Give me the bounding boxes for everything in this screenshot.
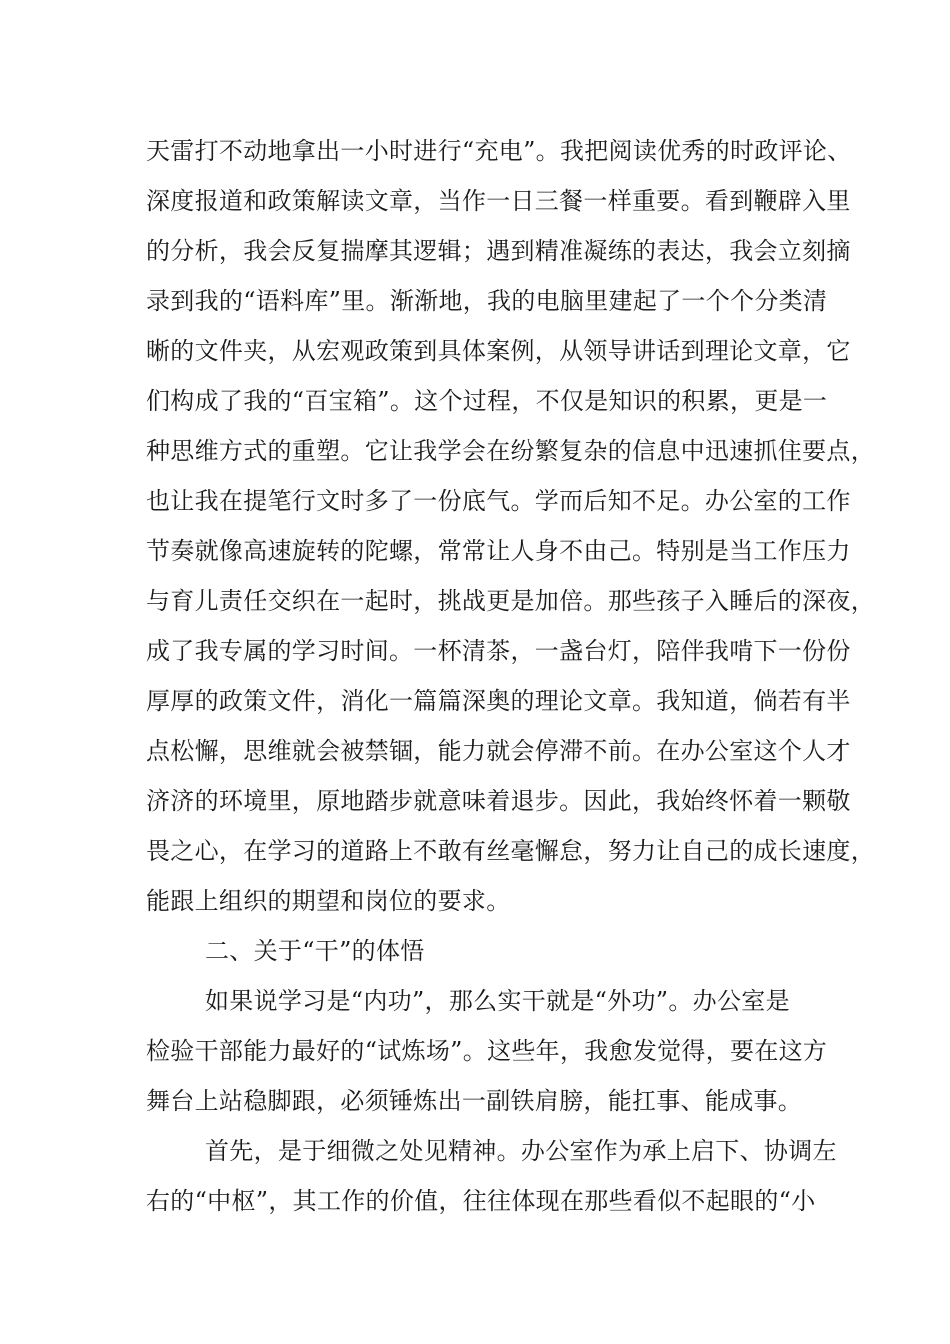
text-line: 右的“中枢”，其工作的价值，往往体现在那些看似不起眼的“小 — [146, 1187, 816, 1215]
text-line: 也让我在提笔行文时多了一份底气。学而后知不足。办公室的工作 — [146, 487, 851, 515]
text-line: 厚厚的政策文件，消化一篇篇深奥的理论文章。我知道，倘若有半 — [146, 687, 851, 715]
text-line: 畏之心，在学习的道路上不敢有丝毫懈怠，努力让自己的成长速度， — [146, 837, 875, 865]
text-line: 种思维方式的重塑。它让我学会在纷繁复杂的信息中迅速抓住要点， — [146, 437, 875, 465]
text-line: 与育儿责任交织在一起时，挑战更是加倍。那些孩子入睡后的深夜， — [146, 587, 875, 615]
section-heading: 二、关于“干”的体悟 — [205, 937, 425, 965]
text-line: 录到我的“语料库”里。渐渐地，我的电脑里建起了一个个分类清 — [146, 287, 828, 315]
text-line: 济济的环境里，原地踏步就意味着退步。因此，我始终怀着一颗敬 — [146, 787, 851, 815]
text-line: 能跟上组织的期望和岗位的要求。 — [146, 887, 511, 915]
text-line: 检验干部能力最好的“试炼场”。这些年，我愈发觉得，要在这方 — [146, 1037, 828, 1065]
text-line: 晰的文件夹，从宏观政策到具体案例，从领导讲话到理论文章，它 — [146, 337, 851, 365]
text-line: 点松懈，思维就会被禁锢，能力就会停滞不前。在办公室这个人才 — [146, 737, 851, 765]
text-line: 节奏就像高速旋转的陀螺，常常让人身不由己。特别是当工作压力 — [146, 537, 851, 565]
text-line: 的分析，我会反复揣摩其逻辑；遇到精准凝练的表达，我会立刻摘 — [146, 237, 851, 265]
text-line: 们构成了我的“百宝箱”。这个过程，不仅是知识的积累，更是一 — [146, 387, 828, 415]
text-line: 深度报道和政策解读文章，当作一日三餐一样重要。看到鞭辟入里 — [146, 187, 851, 215]
text-line: 成了我专属的学习时间。一杯清茶，一盏台灯，陪伴我啃下一份份 — [146, 637, 851, 665]
text-line: 首先，是于细微之处见精神。办公室作为承上启下、协调左 — [205, 1137, 837, 1165]
text-line: 天雷打不动地拿出一小时进行“充电”。我把阅读优秀的时政评论、 — [146, 137, 852, 165]
text-line: 如果说学习是“内功”，那么实干就是“外功”。办公室是 — [205, 987, 790, 1015]
text-line: 舞台上站稳脚跟，必须锤炼出一副铁肩膀，能扛事、能成事。 — [146, 1087, 803, 1115]
